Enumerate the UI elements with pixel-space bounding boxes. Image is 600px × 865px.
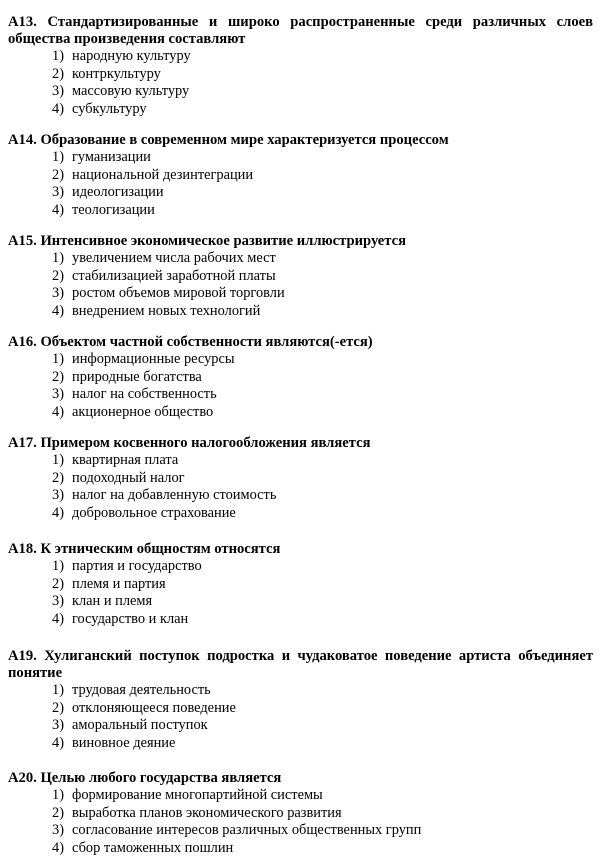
answer-option[interactable]	[8, 268, 593, 286]
option-number: 4)	[52, 201, 64, 218]
question-a18	[8, 541, 593, 628]
answer-option[interactable]	[8, 558, 593, 576]
question-text: Целью любого государства является	[40, 770, 282, 786]
option-number: 3)	[52, 83, 64, 100]
answer-option[interactable]	[8, 149, 593, 167]
answer-option[interactable]	[8, 202, 593, 220]
option-number: 4)	[52, 839, 64, 856]
question-number: А13.	[8, 14, 37, 30]
answer-option[interactable]	[8, 48, 593, 66]
question-a14	[8, 132, 593, 219]
answer-option[interactable]	[8, 787, 593, 805]
option-number: 2)	[52, 469, 64, 486]
answer-option[interactable]	[8, 386, 593, 404]
option-number: 4)	[52, 100, 64, 117]
answer-option[interactable]	[8, 470, 593, 488]
option-text: аморальный поступок	[72, 717, 208, 734]
option-number: 1)	[52, 250, 64, 266]
answer-option[interactable]	[8, 184, 593, 202]
question-number: А14.	[8, 132, 37, 148]
answer-option[interactable]	[8, 452, 593, 470]
question-text: Примером косвенного налогообложения является	[40, 435, 371, 451]
answer-option[interactable]	[8, 682, 593, 700]
option-number: 3)	[52, 717, 64, 734]
answer-option[interactable]	[8, 303, 593, 321]
option-text: массовую культуру	[72, 83, 190, 100]
option-text: партия и государство	[72, 558, 202, 574]
answer-option[interactable]	[8, 351, 593, 369]
option-text: внедрением новых технологий	[72, 302, 261, 319]
question-a20	[8, 770, 593, 857]
option-number: 1)	[52, 787, 64, 803]
option-number: 3)	[52, 487, 64, 504]
answer-options	[8, 250, 593, 320]
option-text: информационные ресурсы	[72, 351, 235, 367]
option-number: 3)	[52, 386, 64, 403]
option-text: добровольное страхование	[72, 504, 236, 521]
option-text: ростом объемов мировой торговли	[72, 285, 285, 302]
answer-option[interactable]	[8, 101, 593, 119]
option-text: народную культуру	[72, 48, 191, 64]
option-text: виновное деяние	[72, 734, 176, 751]
option-text: стабилизацией заработной платы	[72, 267, 276, 284]
question-text: Образование в современном мире характеризуется процессом	[40, 132, 449, 148]
option-number: 3)	[52, 822, 64, 839]
option-text: формирование многопартийной системы	[72, 787, 323, 803]
question-title	[8, 770, 593, 787]
question-title	[8, 233, 593, 250]
question-number: А19.	[8, 648, 37, 664]
option-text: подоходный налог	[72, 469, 185, 486]
option-number: 2)	[52, 368, 64, 385]
answer-option[interactable]	[8, 805, 593, 823]
option-number: 4)	[52, 610, 64, 627]
option-text: государство и клан	[72, 610, 189, 627]
question-text: Интенсивное экономическое развитие иллюстрируется	[40, 233, 406, 249]
answer-option[interactable]	[8, 576, 593, 594]
option-text: идеологизации	[72, 184, 164, 201]
question-a15	[8, 233, 593, 320]
answer-options	[8, 452, 593, 522]
question-title	[8, 14, 593, 48]
option-text: квартирная плата	[72, 452, 179, 468]
option-number: 4)	[52, 504, 64, 521]
option-number: 4)	[52, 403, 64, 420]
option-number: 4)	[52, 302, 64, 319]
answer-option[interactable]	[8, 404, 593, 422]
option-number: 2)	[52, 65, 64, 82]
question-number: А15.	[8, 233, 37, 249]
option-number: 4)	[52, 734, 64, 751]
question-text: Стандартизированные и широко распространенные среди различных слоев общества произведения составляют	[8, 14, 593, 47]
option-number: 3)	[52, 285, 64, 302]
answer-option[interactable]	[8, 840, 593, 858]
option-number: 1)	[52, 149, 64, 165]
option-number: 3)	[52, 593, 64, 610]
question-text: Объектом частной собственности являются(-ется)	[40, 334, 373, 350]
option-text: теологизации	[72, 201, 155, 218]
answer-option[interactable]	[8, 487, 593, 505]
option-number: 2)	[52, 804, 64, 821]
question-title	[8, 334, 593, 351]
question-title	[8, 435, 593, 452]
answer-option[interactable]	[8, 250, 593, 268]
option-text: племя и партия	[72, 575, 166, 592]
answer-options	[8, 787, 593, 857]
answer-option[interactable]	[8, 167, 593, 185]
question-a19	[8, 648, 593, 752]
question-text: К этническим общностям относятся	[40, 541, 281, 557]
question-title	[8, 541, 593, 558]
option-number: 1)	[52, 682, 64, 698]
answer-option[interactable]	[8, 735, 593, 753]
option-number: 2)	[52, 699, 64, 716]
answer-options	[8, 149, 593, 219]
option-text: отклоняющееся поведение	[72, 699, 236, 716]
question-number: А17.	[8, 435, 37, 451]
question-text: Хулиганский поступок подростка и чудаковатое поведение артиста объединяет понятие	[8, 648, 593, 681]
option-text: клан и племя	[72, 593, 153, 610]
question-number: А20.	[8, 770, 37, 786]
answer-options	[8, 351, 593, 421]
option-text: природные богатства	[72, 368, 202, 385]
option-text: гуманизации	[72, 149, 151, 165]
question-title	[8, 648, 593, 682]
option-number: 2)	[52, 575, 64, 592]
option-text: субкультуру	[72, 100, 147, 117]
answer-option[interactable]	[8, 285, 593, 303]
answer-option[interactable]	[8, 822, 593, 840]
option-text: налог на собственность	[72, 386, 217, 403]
option-text: акционерное общество	[72, 403, 214, 420]
answer-options	[8, 558, 593, 628]
answer-option[interactable]	[8, 66, 593, 84]
answer-option[interactable]	[8, 505, 593, 523]
option-number: 1)	[52, 351, 64, 367]
question-a16	[8, 334, 593, 421]
question-a13	[8, 14, 593, 118]
option-number: 2)	[52, 267, 64, 284]
answer-option[interactable]	[8, 611, 593, 629]
question-number: А18.	[8, 541, 37, 557]
option-text: увеличением числа рабочих мест	[72, 250, 276, 266]
option-text: налог на добавленную стоимость	[72, 487, 277, 504]
option-text: национальной дезинтеграции	[72, 166, 254, 183]
option-text: согласование интересов различных общественных групп	[72, 822, 422, 839]
option-number: 1)	[52, 48, 64, 64]
question-number: А16.	[8, 334, 37, 350]
answer-option[interactable]	[8, 83, 593, 101]
answer-options	[8, 48, 593, 118]
answer-option[interactable]	[8, 369, 593, 387]
option-number: 2)	[52, 166, 64, 183]
answer-option[interactable]	[8, 593, 593, 611]
option-number: 1)	[52, 452, 64, 468]
option-number: 1)	[52, 558, 64, 574]
option-text: выработка планов экономического развития	[72, 804, 342, 821]
question-title	[8, 132, 593, 149]
option-text: контркультуру	[72, 65, 161, 82]
option-text: сбор таможенных пошлин	[72, 839, 234, 856]
answer-option[interactable]	[8, 700, 593, 718]
option-text: трудовая деятельность	[72, 682, 211, 698]
option-number: 3)	[52, 184, 64, 201]
answer-options	[8, 682, 593, 752]
answer-option[interactable]	[8, 717, 593, 735]
question-a17	[8, 435, 593, 522]
